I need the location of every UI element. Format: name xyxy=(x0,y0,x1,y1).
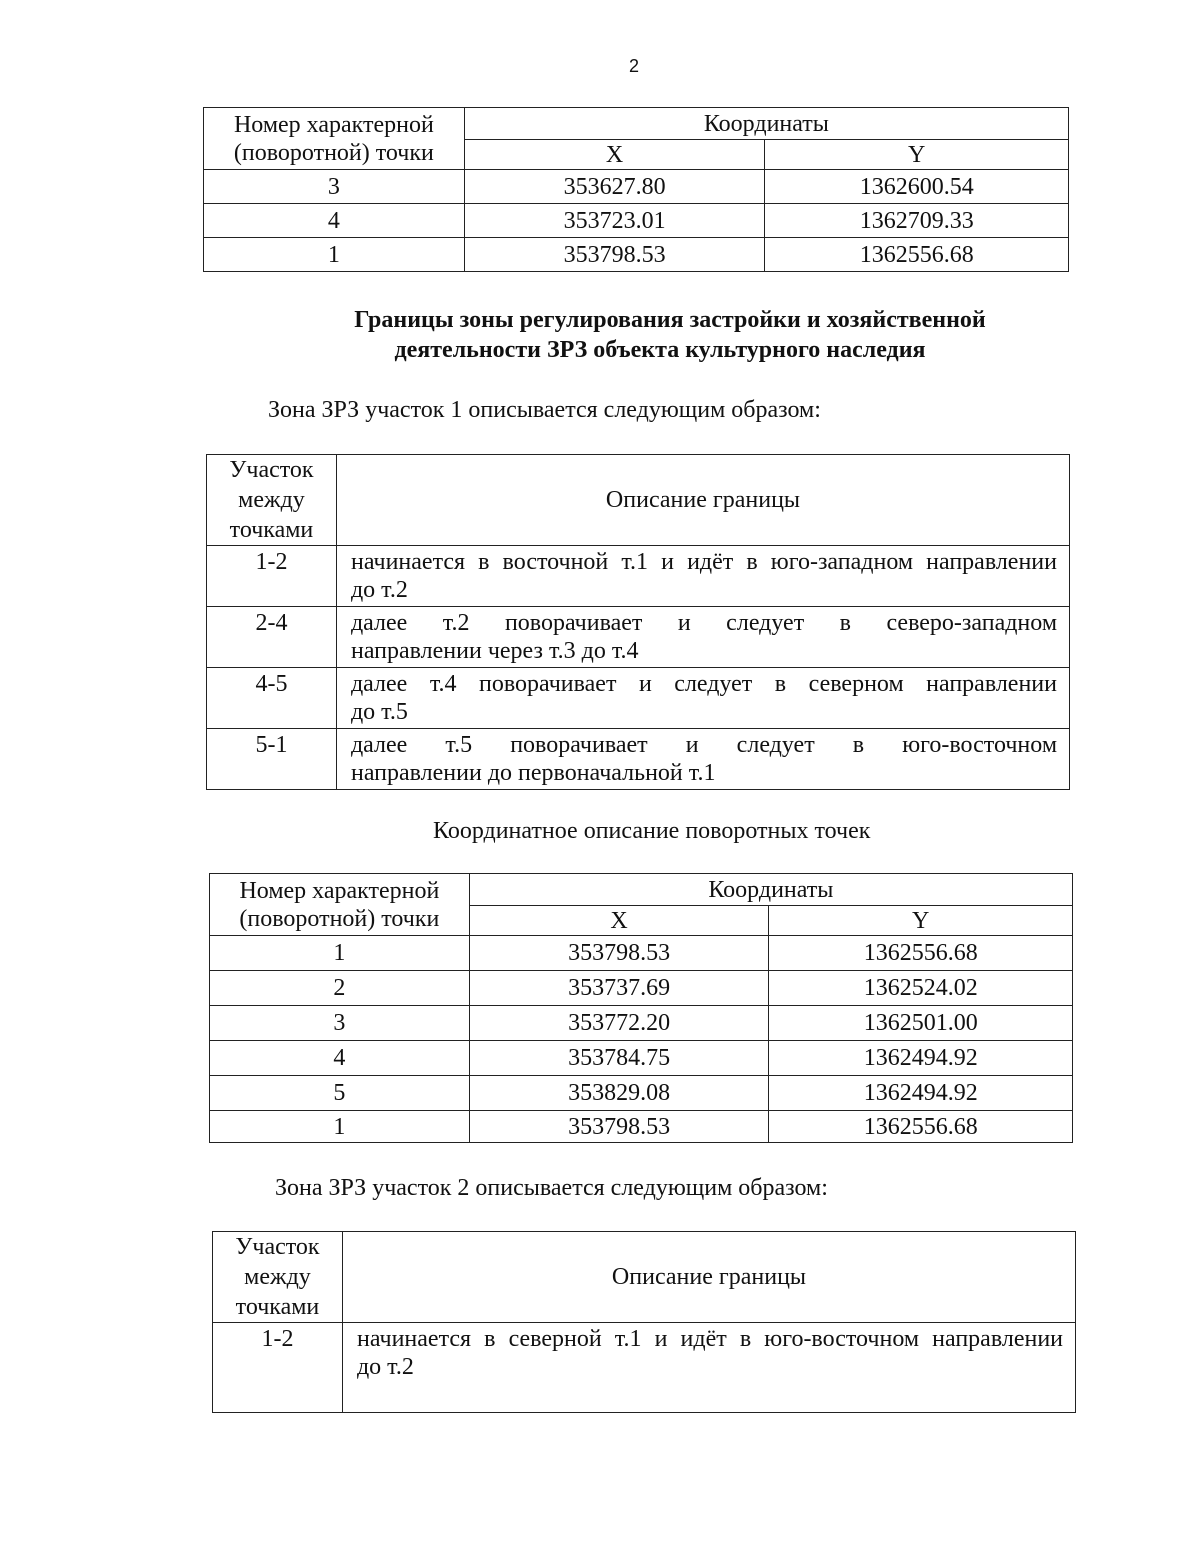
y-value: 1362709.33 xyxy=(765,204,1069,238)
segment-description xyxy=(336,729,1069,790)
x-value: 353829.08 xyxy=(469,1076,769,1111)
section-heading xyxy=(0,305,1200,365)
table-row xyxy=(210,971,1073,1006)
coordinates-table-top xyxy=(203,107,1069,272)
y-value: 1362494.92 xyxy=(769,1076,1073,1111)
y-value: 1362556.68 xyxy=(765,238,1069,272)
description-line: начинается в северной т.1 и идёт в юго-восточном направлении xyxy=(356,1326,1063,1352)
point-number: 1 xyxy=(210,1111,470,1143)
table-row xyxy=(210,936,1073,971)
y-value: 1362501.00 xyxy=(769,1006,1073,1041)
point-number-header: Номер характерной (поворотной) точки xyxy=(204,108,465,170)
point-number: 3 xyxy=(210,1006,470,1041)
section-heading-line-1: Границы зоны регулирования застройки и хозяйственной xyxy=(354,307,986,333)
section-heading-line-2: деятельности ЗРЗ объекта культурного наследия xyxy=(394,337,926,363)
point-number: 3 xyxy=(204,170,465,204)
description-line: до т.2 xyxy=(350,577,408,603)
description-line: далее т.5 поворачивает и следует в юго-восточном xyxy=(350,732,1057,758)
table-row xyxy=(210,1006,1073,1041)
y-header: Y xyxy=(765,140,1069,170)
segment-label: 5-1 xyxy=(207,729,337,790)
point-number: 1 xyxy=(210,936,470,971)
table-row xyxy=(204,204,1069,238)
table-row xyxy=(207,668,1070,729)
description-line: до т.2 xyxy=(356,1354,414,1380)
x-header: X xyxy=(469,906,769,936)
description-line: направлении через т.3 до т.4 xyxy=(350,638,639,664)
segment-label: 2-4 xyxy=(207,607,337,668)
table-row xyxy=(204,170,1069,204)
x-value: 353798.53 xyxy=(469,936,769,971)
description-line: далее т.2 поворачивает и следует в северо-западном xyxy=(350,610,1057,636)
segment-description xyxy=(336,668,1069,729)
x-value: 353723.01 xyxy=(464,204,765,238)
point-number: 2 xyxy=(210,971,470,1006)
x-value: 353772.20 xyxy=(469,1006,769,1041)
boundary-description-table-2 xyxy=(212,1231,1076,1413)
description-line: начинается в восточной т.1 и идёт в юго-западном направлении xyxy=(350,549,1057,575)
description-line: до т.5 xyxy=(350,699,408,725)
point-number: 5 xyxy=(210,1076,470,1111)
y-value: 1362494.92 xyxy=(769,1041,1073,1076)
y-value: 1362600.54 xyxy=(765,170,1069,204)
point-number: 1 xyxy=(204,238,465,272)
table-row xyxy=(213,1323,1076,1413)
segment-header: Участок между точками xyxy=(213,1232,343,1323)
segment-description xyxy=(336,607,1069,668)
zone2-intro: Зона ЗРЗ участок 2 описывается следующим образом: xyxy=(275,1175,828,1201)
table-row xyxy=(207,607,1070,668)
x-value: 353798.53 xyxy=(464,238,765,272)
y-value: 1362556.68 xyxy=(769,1111,1073,1143)
segment-label: 1-2 xyxy=(213,1323,343,1413)
segment-description xyxy=(342,1323,1075,1413)
coordinates-header: Координаты xyxy=(469,874,1072,906)
segment-description xyxy=(336,546,1069,607)
description-line: далее т.4 поворачивает и следует в северном направлении xyxy=(350,671,1057,697)
boundary-description-table-1 xyxy=(206,454,1070,790)
page-number: 2 xyxy=(628,56,639,76)
coordinates-header: Координаты xyxy=(464,108,1068,140)
x-value: 353784.75 xyxy=(469,1041,769,1076)
table-row xyxy=(210,1041,1073,1076)
y-header: Y xyxy=(769,906,1073,936)
y-value: 1362524.02 xyxy=(769,971,1073,1006)
x-value: 353627.80 xyxy=(464,170,765,204)
table-row xyxy=(204,238,1069,272)
table-row xyxy=(210,1111,1073,1143)
coordinates-title: Координатное описание поворотных точек xyxy=(433,818,871,844)
x-value: 353798.53 xyxy=(469,1111,769,1143)
segment-header: Участок между точками xyxy=(207,455,337,546)
table-row xyxy=(207,546,1070,607)
segment-label: 4-5 xyxy=(207,668,337,729)
point-number: 4 xyxy=(210,1041,470,1076)
x-header: X xyxy=(464,140,765,170)
description-header: Описание границы xyxy=(336,455,1069,546)
segment-label: 1-2 xyxy=(207,546,337,607)
description-header: Описание границы xyxy=(342,1232,1075,1323)
coordinates-table-1 xyxy=(209,873,1073,1143)
table-row xyxy=(207,729,1070,790)
description-line: направлении до первоначальной т.1 xyxy=(350,760,716,786)
x-value: 353737.69 xyxy=(469,971,769,1006)
table-row xyxy=(210,1076,1073,1111)
y-value: 1362556.68 xyxy=(769,936,1073,971)
point-number: 4 xyxy=(204,204,465,238)
point-number-header: Номер характерной (поворотной) точки xyxy=(210,874,470,936)
zone1-intro: Зона ЗРЗ участок 1 описывается следующим образом: xyxy=(268,397,821,423)
